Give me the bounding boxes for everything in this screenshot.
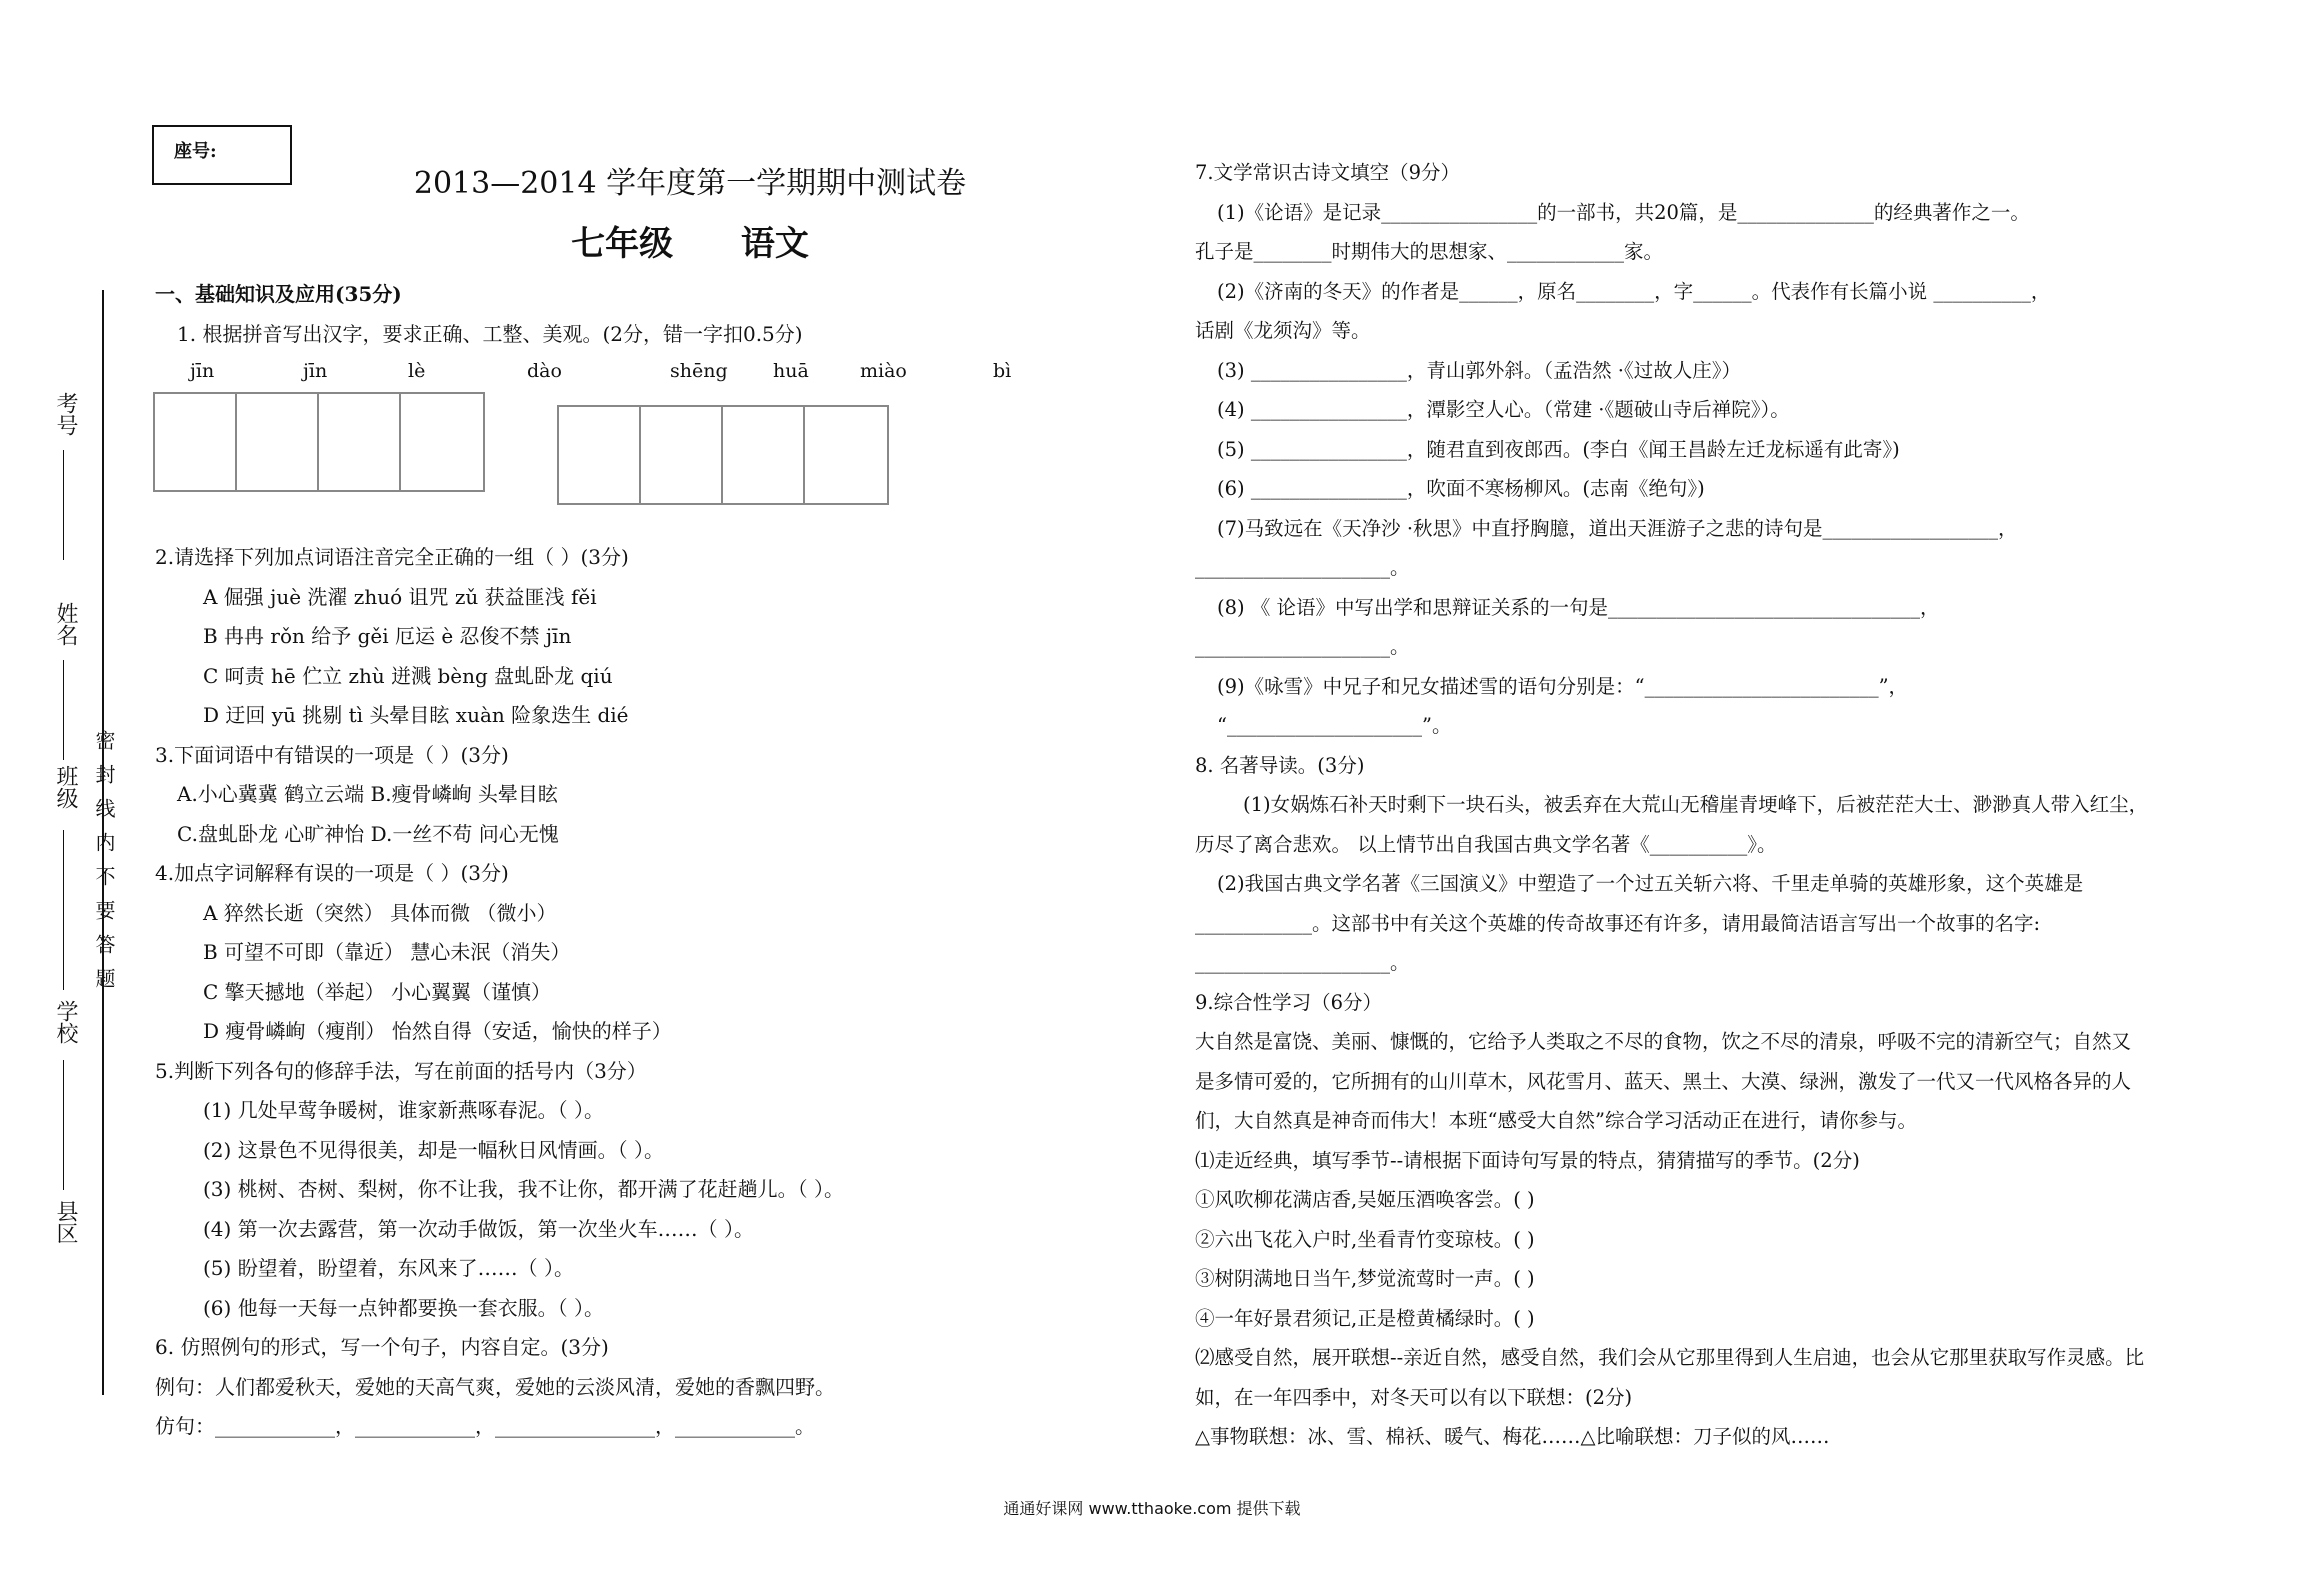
- margin-blank-class: [63, 830, 64, 990]
- question-5-item-6: (6) 他每一天每一点钟都要换一套衣服。（ ）。: [203, 1295, 605, 1320]
- question-9-part-1: ⑴走近经典，填写季节--请根据下面诗句写景的特点，猜猜描写的季节。(2分): [1195, 1148, 1860, 1172]
- pinyin-6: huā: [773, 360, 809, 382]
- question-8-item-1-cont[interactable]: 历尽了离合悲欢。 以上情节出自我国古典文学名著《__________》。: [1195, 832, 1777, 856]
- question-7-item-8-cont[interactable]: ____________________。: [1195, 635, 1410, 658]
- question-8-item-2: (2)我国古典文学名著《三国演义》中塑造了一个过五关斩六将、千里走单骑的英雄形象，这个英雄是: [1217, 872, 2084, 895]
- question-9-poem-1[interactable]: ①风吹柳花满店香,吴姬压酒唤客尝。( ): [1195, 1188, 1535, 1211]
- question-7-item-4[interactable]: (4) ________________，潭影空人心。（常建 ·《题破山寺后禅院》）。: [1217, 398, 1790, 421]
- question-9-poem-3[interactable]: ③树阴满地日当午,梦觉流莺时一声。( ): [1195, 1267, 1535, 1290]
- left-column-top: [155, 275, 1025, 354]
- question-4-option-a: A 猝然长逝（突然） 具体而微 （微小）: [203, 900, 557, 925]
- question-8-item-1: (1)女娲炼石补天时剩下一块石头，被丢弃在大荒山无稽崖青埂峰下，后被茫茫大士、渺渺真人带入红尘，: [1243, 793, 2149, 816]
- question-7: 7.文学常识古诗文填空（9分）: [1195, 161, 1461, 184]
- question-2: 2.请选择下列加点词语注音完全正确的一组（ ）(3分): [155, 545, 629, 569]
- question-6-example: 例句：人们都爱秋天，爱她的天高气爽，爱她的云淡风清，爱她的香飘四野。: [155, 1374, 835, 1399]
- question-8-item-2-cont[interactable]: ____________。这部书中有关这个英雄的传奇故事还有许多，请用最简洁语言写出一个故事的名字:: [1195, 911, 2041, 935]
- pinyin-5: shēng: [670, 360, 728, 382]
- margin-label-exam-number: 考号: [53, 392, 78, 436]
- question-5-item-1: (1) 几处早莺争暖树，谁家新燕啄春泥。（ ）。: [203, 1098, 605, 1122]
- question-9-passage-3: 们，大自然真是神奇而伟大！本班“感受大自然”综合学习活动正在进行，请你参与。: [1195, 1109, 1917, 1132]
- question-9-part-2-cont: 如，在一年四季中，对冬天可以有以下联想：(2分): [1195, 1385, 1633, 1409]
- question-4-option-d: D 瘦骨嶙峋（瘦削） 怡然自得（安适，愉快的样子）: [203, 1019, 672, 1043]
- subject-label: 语文: [740, 224, 809, 264]
- exam-subtitle: [340, 216, 1040, 265]
- margin-blank-name: [63, 660, 64, 760]
- pinyin-8: bì: [993, 360, 1012, 382]
- question-7-item-2-cont: 话剧《龙须沟》等。: [1195, 319, 1371, 342]
- question-9-passage-2: 是多情可爱的，它所拥有的山川草木，风花雪月、蓝天、黑土、大漠、绿洲，激发了一代又一代风格各异的人: [1195, 1069, 2132, 1093]
- question-7-item-3[interactable]: (3) ________________，青山郭外斜。（孟浩然 ·《过故人庄》）: [1217, 358, 1741, 382]
- question-1: 1. 根据拼音写出汉字，要求正确、工整、美观。(2分，错一字扣0.5分): [177, 321, 803, 346]
- question-5: 5.判断下列各句的修辞手法，写在前面的括号内（3分）: [155, 1058, 647, 1083]
- question-2-option-d: D 迂回 yū 挑剔 tì 头晕目眩 xuàn 险象迭生 dié: [203, 703, 629, 727]
- question-9-part-2: ⑵感受自然，展开联想--亲近自然，感受自然，我们会从它那里得到人生启迪，也会从它那里获取写作灵感。比: [1195, 1346, 2145, 1369]
- pinyin-2: jīn: [303, 360, 328, 382]
- question-6: 6. 仿照例句的形式，写一个句子，内容自定。(3分): [155, 1335, 609, 1359]
- question-7-item-2[interactable]: (2)《济南的冬天》的作者是______，原名________，字______。代表作有长篇小说 __________，: [1217, 279, 2051, 303]
- answer-grid-left: [153, 392, 485, 492]
- question-7-item-1-cont[interactable]: 孔子是________时期伟大的思想家、____________家。: [1195, 240, 1664, 263]
- pinyin-1: jīn: [190, 360, 215, 382]
- question-4-option-b: B 可望不可即（靠近） 慧心未泯（消失）: [203, 940, 571, 964]
- question-9-poem-4[interactable]: ④一年好景君须记,正是橙黄橘绿时。( ): [1195, 1306, 1535, 1330]
- margin-blank-school: [63, 1060, 64, 1190]
- question-7-item-7-cont[interactable]: ____________________。: [1195, 556, 1410, 579]
- left-column-questions: [155, 538, 1035, 1447]
- margin-label-county: 县区: [53, 1200, 78, 1244]
- question-6-answer-line[interactable]: 仿句：____________，____________，________________，____________。: [155, 1414, 815, 1438]
- download-footer: 通通好课网 www.tthaoke.com 提供下载: [1003, 1499, 1301, 1518]
- exam-title: 2013—2014 学年度第一学期期中测试卷: [413, 166, 967, 201]
- question-7-item-9[interactable]: (9)《咏雪》中兄子和兄女描述雪的语句分别是：“________________________”，: [1217, 674, 1909, 698]
- margin-label-class: 班级: [53, 765, 78, 809]
- answer-cell[interactable]: [723, 407, 805, 503]
- answer-cell[interactable]: [319, 394, 401, 490]
- answer-cell[interactable]: [155, 394, 237, 490]
- grade-label: 七年级: [571, 224, 674, 264]
- answer-cell[interactable]: [559, 407, 641, 503]
- question-9-poem-2[interactable]: ②六出飞花入户时,坐看青竹变琼枝。( ): [1195, 1227, 1535, 1251]
- question-9: 9.综合性学习（6分）: [1195, 990, 1383, 1014]
- question-5-item-3: (3) 桃树、杏树、梨树，你不让我，我不让你，都开满了花赶趟儿。（ ）。: [203, 1177, 845, 1201]
- question-9-passage-1: 大自然是富饶、美丽、慷慨的，它给予人类取之不尽的食物，饮之不尽的清泉，呼吸不完的清新空气；自然又: [1195, 1030, 2132, 1053]
- answer-cell[interactable]: [805, 407, 887, 503]
- question-3: 3.下面词语中有错误的一项是（ ）(3分): [155, 742, 509, 767]
- pinyin-7: miào: [860, 360, 907, 382]
- question-5-item-2: (2) 这景色不见得很美，却是一幅秋日风情画。（ ）。: [203, 1137, 665, 1162]
- answer-cell[interactable]: [641, 407, 723, 503]
- question-2-option-a: A 倔强 juè 洗濯 zhuó 诅咒 zǔ 获益匪浅 fěi: [203, 584, 597, 609]
- margin-blank-exam-number: [63, 450, 64, 560]
- question-7-item-6[interactable]: (6) ________________，吹面不寒杨柳风。(志南《绝句》): [1217, 477, 1705, 500]
- question-3-options-cd: C.盘虬卧龙 心旷神怡 D.一丝不苟 问心无愧: [177, 821, 559, 846]
- question-5-item-4: (4) 第一次去露营，第一次动手做饭，第一次坐火车……（ ）。: [203, 1216, 755, 1241]
- question-9-association-example: △事物联想：冰、雪、棉袄、暖气、梅花……△比喻联想：刀子似的风……: [1195, 1425, 1830, 1448]
- question-2-option-b: B 冉冉 rǒn 给予 gěi 厄运 è 忍俊不禁 jīn: [203, 624, 572, 648]
- seal-line-notice: 密封线内不要答题: [92, 730, 116, 1002]
- question-4-option-c: C 擎天撼地（举起） 小心翼翼（谨慎）: [203, 979, 552, 1004]
- question-8: 8. 名著导读。(3分): [1195, 753, 1365, 777]
- right-column: [1195, 154, 2285, 1458]
- pinyin-4: dào: [527, 360, 562, 382]
- question-7-item-1[interactable]: (1)《论语》是记录________________的一部书，共20篇，是______________的经典著作之一。: [1217, 200, 2030, 224]
- question-8-item-2-answer[interactable]: ____________________。: [1195, 951, 1410, 974]
- question-7-item-5[interactable]: (5) ________________，随君直到夜郎西。(李白《闻王昌龄左迁龙标遥有此寄》): [1217, 437, 1900, 461]
- seat-number-box: [152, 125, 292, 185]
- seat-number-label: 座号:: [174, 141, 217, 162]
- question-3-options-ab: A.小心冀冀 鹤立云端 B.瘦骨嶙峋 头晕目眩: [177, 782, 558, 806]
- question-5-item-5: (5) 盼望着，盼望着，东风来了……（ ）。: [203, 1256, 575, 1280]
- question-7-item-9-cont[interactable]: “____________________”。: [1217, 714, 1452, 737]
- section-heading: 一、基础知识及应用(35分): [155, 282, 402, 306]
- question-7-item-8[interactable]: (8) 《 论语》中写出学和思辩证关系的一句是________________________________，: [1217, 595, 1940, 619]
- answer-grid-right: [557, 405, 889, 505]
- answer-cell[interactable]: [401, 394, 483, 490]
- answer-cell[interactable]: [237, 394, 319, 490]
- pinyin-3: lè: [408, 360, 426, 382]
- question-2-option-c: C 呵责 hē 伫立 zhù 迸溅 bèng 盘虬卧龙 qiú: [203, 663, 613, 688]
- margin-label-school: 学校: [53, 1000, 78, 1044]
- question-7-item-7[interactable]: (7)马致远在《天净沙 ·秋思》中直抒胸臆，道出天涯游子之悲的诗句是__________________，: [1217, 516, 2018, 540]
- question-4: 4.加点字词解释有误的一项是（ ）(3分): [155, 861, 509, 885]
- margin-label-name: 姓名: [53, 602, 78, 646]
